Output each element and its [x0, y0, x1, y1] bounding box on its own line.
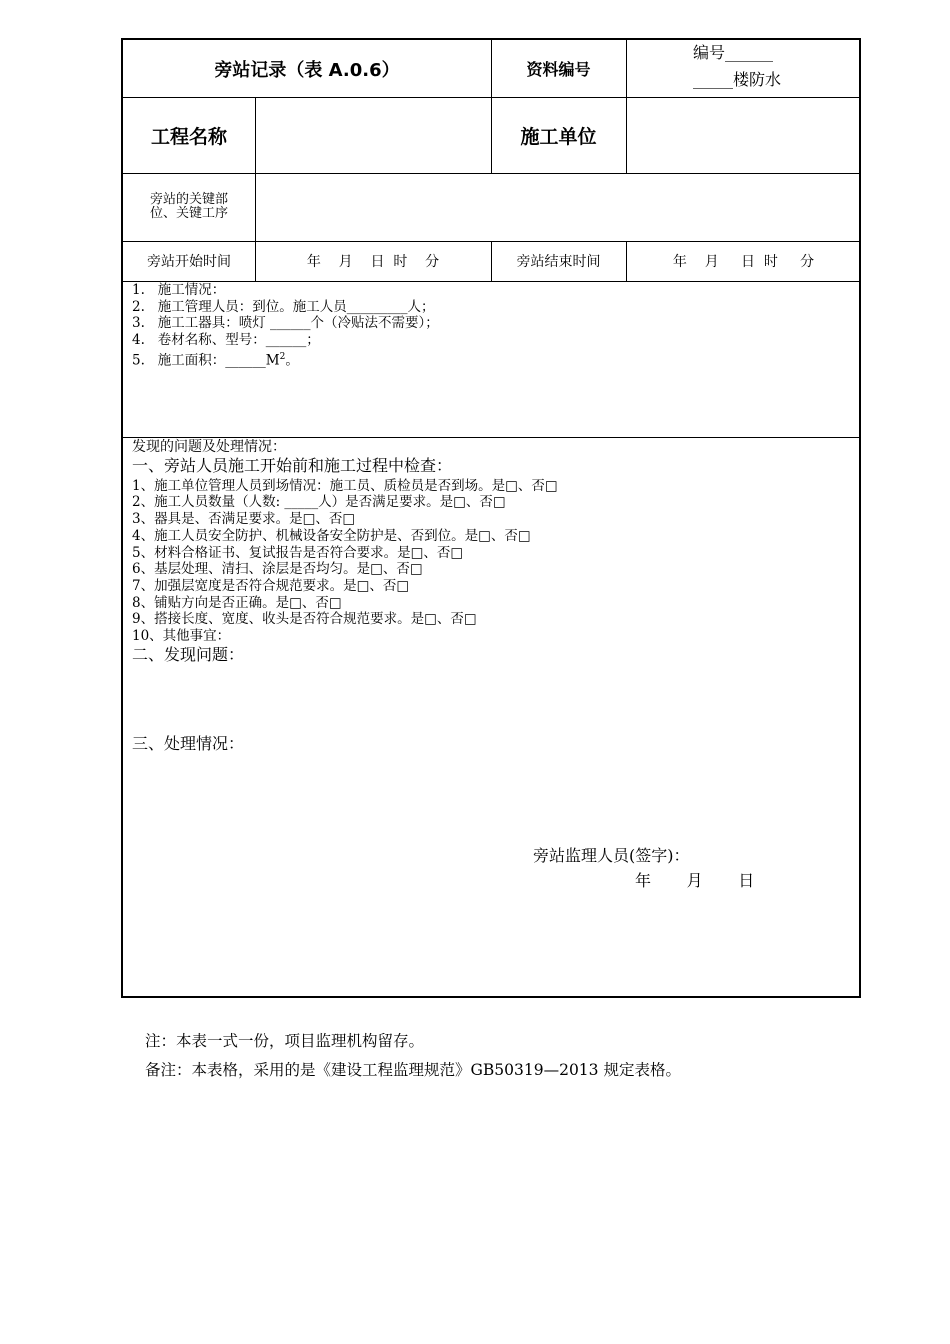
- construction-unit-label: 施工单位: [520, 125, 597, 148]
- construction-item: 2. 施工管理人员：到位。施工人员_________人；: [132, 298, 435, 315]
- section-check-heading: 一、旁站人员施工开始前和施工过程中检查：: [132, 455, 453, 475]
- section-handling-heading: 三、处理情况：: [132, 734, 245, 753]
- area-superscript: 2: [279, 351, 286, 362]
- check-item: 8、铺贴方向是否正确。是□、否□: [132, 594, 342, 611]
- note-line-1: 注：本表一式一份，项目监理机构留存。: [145, 1032, 425, 1050]
- key-part-label-line1: 旁站的关键部: [149, 192, 228, 207]
- area-tail: 。: [285, 352, 299, 369]
- key-part-label-line2: 位、关键工序: [149, 206, 228, 221]
- key-part-label: [123, 173, 255, 241]
- signature-date[interactable]: 年 月 日: [635, 871, 755, 890]
- signature-label: 旁站监理人员(签字)：: [533, 846, 690, 865]
- project-name-label: 工程名称: [150, 125, 227, 148]
- form-title: 旁站记录（表 A.0.6）: [214, 59, 400, 81]
- side-station-record-form: [121, 38, 861, 998]
- construction-item: 3. 施工工器具：喷灯 ______个（冷贴法不需要）；: [132, 315, 439, 332]
- doc-no-label: 资料编号: [526, 60, 591, 79]
- start-time-field[interactable]: 年 月 日 时 分: [306, 254, 440, 270]
- area-text: 5. 施工面积：______M: [132, 352, 280, 369]
- section-problems-heading: 二、发现问题：: [132, 644, 245, 664]
- end-time-field[interactable]: 年 月 日 时 分: [672, 254, 815, 270]
- check-item: 9、搭接长度、宽度、收头是否符合规范要求。是□、否□: [132, 611, 477, 628]
- construction-item: 1. 施工情况：: [132, 282, 226, 298]
- row-divider: [123, 437, 859, 438]
- start-time-label: 旁站开始时间: [147, 254, 231, 270]
- check-item: 6、基层处理、清扫、涂层是否均匀。是□、否□: [132, 561, 423, 578]
- problems-heading: 发现的问题及处理情况：: [132, 439, 286, 455]
- construction-item-area: [132, 349, 439, 369]
- construction-item: 4. 卷材名称、型号：______；: [132, 332, 320, 349]
- check-item: 3、器具是、否满足要求。是□、否□: [132, 511, 356, 528]
- construction-unit-field[interactable]: [626, 97, 861, 173]
- check-item: 1、施工单位管理人员到场情况：施工员、质检员是否到场。是□、否□: [132, 477, 558, 494]
- key-part-field[interactable]: [255, 173, 861, 241]
- check-item: 2、施工人员数量（人数: _____人）是否满足要求。是□、否□: [132, 494, 506, 511]
- check-item: 4、施工人员安全防护、机械设备安全防护是、否到位。是□、否□: [132, 527, 531, 544]
- end-time-label: 旁站结束时间: [516, 254, 601, 270]
- check-item: 5、材料合格证书、复试报告是否符合要求。是□、否□: [132, 544, 464, 561]
- note-line-2: 备注：本表格，采用的是《建设工程监理规范》GB50319—2013 规定表格。: [145, 1061, 681, 1079]
- construction-section: [132, 282, 439, 369]
- building-field[interactable]: _____楼防水: [693, 70, 782, 89]
- serial-number-field[interactable]: 编号______: [693, 43, 774, 62]
- project-name-field[interactable]: [255, 97, 491, 173]
- problems-section: [132, 439, 558, 665]
- check-item: 10、其他事宜：: [132, 628, 231, 645]
- check-item: 7、加强层宽度是否符合规范要求。是□、否□: [132, 577, 410, 594]
